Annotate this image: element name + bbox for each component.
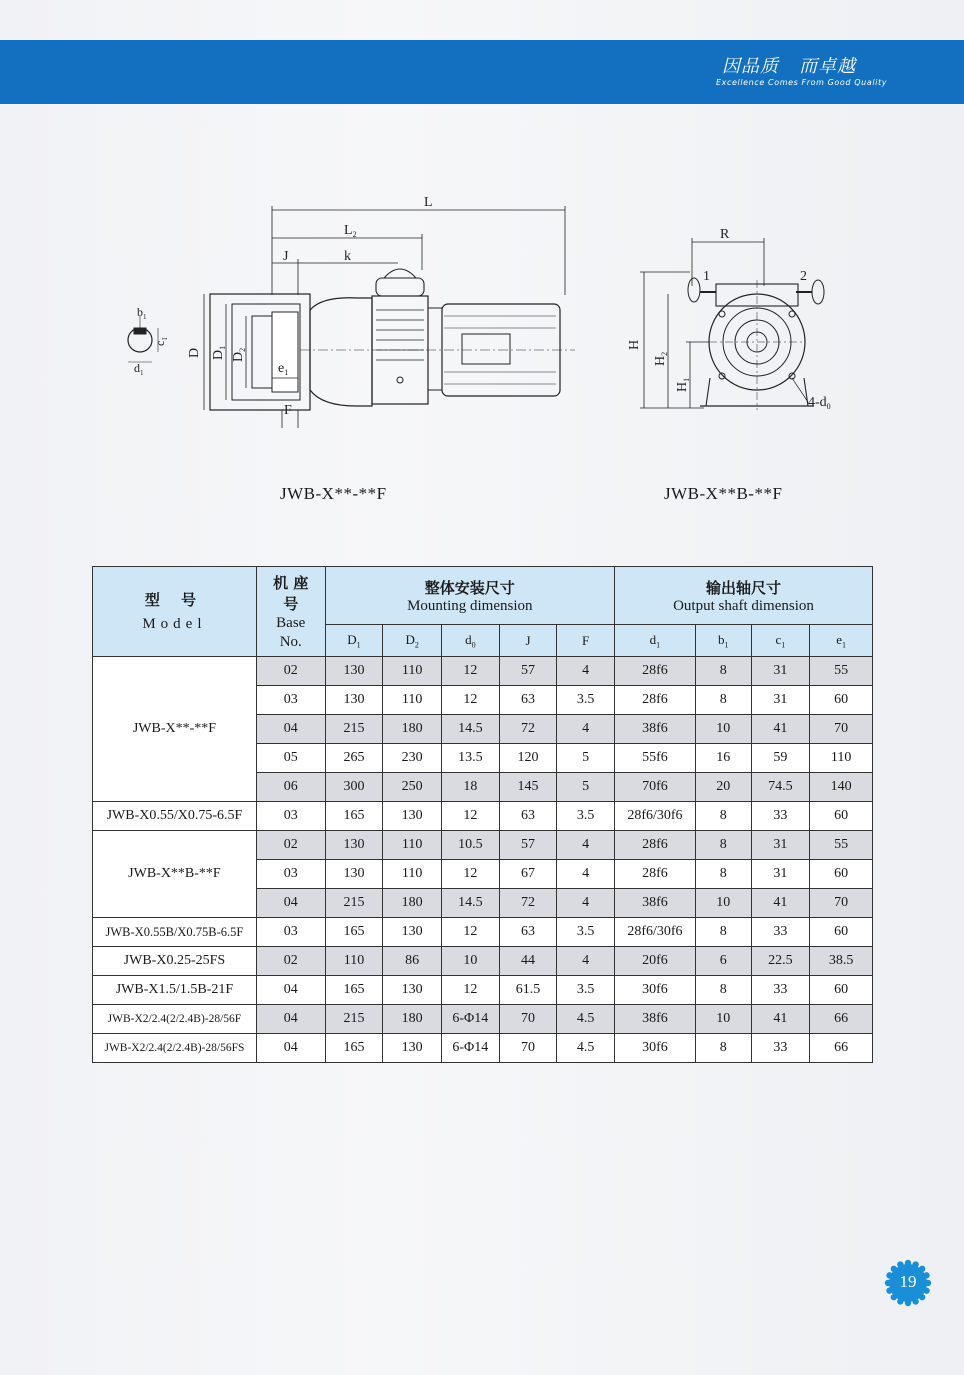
- value-cell: 57: [499, 831, 557, 860]
- value-cell: 250: [383, 773, 442, 802]
- header-model: 型 号 Model: [93, 567, 257, 657]
- dim-H2: H: [653, 355, 668, 366]
- value-cell: 57: [499, 657, 557, 686]
- value-cell: 10: [695, 889, 751, 918]
- dim-D: D: [187, 347, 202, 358]
- value-cell: 63: [499, 686, 557, 715]
- value-cell: 4: [557, 889, 615, 918]
- value-cell: 8: [695, 976, 751, 1005]
- value-cell: 6: [695, 947, 751, 976]
- value-cell: 28f6: [614, 860, 695, 889]
- value-cell: 31: [751, 860, 810, 889]
- value-cell: 165: [325, 918, 383, 947]
- base-no-cell: 04: [256, 715, 325, 744]
- value-cell: 22.5: [751, 947, 810, 976]
- column-header: $d_1$: [614, 625, 695, 657]
- value-cell: 12: [441, 657, 499, 686]
- value-cell: 70: [499, 1034, 557, 1063]
- dim-d1: d: [134, 361, 140, 375]
- value-cell: 230: [383, 744, 442, 773]
- svg-text:H2: $H_2$: [653, 351, 669, 366]
- dim-H: H: [627, 339, 642, 350]
- value-cell: 60: [810, 918, 873, 947]
- value-cell: 4: [557, 715, 615, 744]
- value-cell: 10: [441, 947, 499, 976]
- value-cell: 180: [383, 889, 442, 918]
- value-cell: 60: [810, 686, 873, 715]
- value-cell: 8: [695, 918, 751, 947]
- dim-L2: L: [344, 223, 353, 238]
- slogan-english: Excellence Comes From Good Quality: [716, 78, 888, 87]
- callout-1: 1: [703, 269, 710, 284]
- value-cell: 110: [810, 744, 873, 773]
- value-cell: 300: [325, 773, 383, 802]
- value-cell: 3.5: [557, 686, 615, 715]
- value-cell: 66: [810, 1005, 873, 1034]
- model-cell: JWB-X0.55/X0.75-6.5F: [93, 802, 257, 831]
- value-cell: 130: [325, 686, 383, 715]
- page-number: 19: [899, 1272, 917, 1291]
- value-cell: 110: [383, 686, 442, 715]
- model-cell: JWB-X1.5/1.5B-21F: [93, 976, 257, 1005]
- table-row: [93, 802, 873, 831]
- dimension-table: [92, 566, 873, 1063]
- dim-e1: e: [278, 361, 285, 376]
- value-cell: 28f6: [614, 657, 695, 686]
- value-cell: 130: [383, 1034, 442, 1063]
- value-cell: 130: [383, 918, 442, 947]
- model-cell: JWB-X0.25-25FS: [93, 947, 257, 976]
- value-cell: 70f6: [614, 773, 695, 802]
- value-cell: 33: [751, 802, 810, 831]
- value-cell: 41: [751, 889, 810, 918]
- value-cell: 4: [557, 860, 615, 889]
- column-header: $D_2$: [383, 625, 442, 657]
- value-cell: 31: [751, 657, 810, 686]
- front-view-drawing: [128, 195, 575, 428]
- value-cell: 44: [499, 947, 557, 976]
- base-no-cell: 03: [256, 802, 325, 831]
- value-cell: 10.5: [441, 831, 499, 860]
- value-cell: 130: [383, 976, 442, 1005]
- model-cell: JWB-X**B-**F: [93, 831, 257, 918]
- base-no-cell: 03: [256, 686, 325, 715]
- table-row: [93, 1034, 873, 1063]
- column-header: $b_1$: [695, 625, 751, 657]
- dim-F: F: [284, 403, 292, 418]
- value-cell: 38f6: [614, 715, 695, 744]
- value-cell: 215: [325, 889, 383, 918]
- value-cell: 8: [695, 686, 751, 715]
- value-cell: 4: [557, 947, 615, 976]
- value-cell: 4: [557, 657, 615, 686]
- value-cell: 12: [441, 802, 499, 831]
- value-cell: 55f6: [614, 744, 695, 773]
- base-no-cell: 04: [256, 1005, 325, 1034]
- value-cell: 8: [695, 1034, 751, 1063]
- svg-text:4-d0: $4-d_0$: [808, 395, 831, 411]
- value-cell: 3.5: [557, 802, 615, 831]
- column-header: $c_1$: [751, 625, 810, 657]
- value-cell: 12: [441, 976, 499, 1005]
- value-cell: 4: [557, 831, 615, 860]
- svg-text:c1: $c_1$: [153, 337, 169, 346]
- value-cell: 70: [810, 715, 873, 744]
- value-cell: 31: [751, 686, 810, 715]
- svg-text:H1: $H_1$: [675, 377, 691, 392]
- value-cell: 74.5: [751, 773, 810, 802]
- value-cell: 130: [325, 657, 383, 686]
- value-cell: 66: [810, 1034, 873, 1063]
- value-cell: 110: [383, 831, 442, 860]
- svg-text:d1: $d_1$: [134, 361, 144, 377]
- value-cell: 38.5: [810, 947, 873, 976]
- value-cell: 28f6: [614, 831, 695, 860]
- figure-caption-left: JWB-X**-**F: [280, 484, 387, 503]
- value-cell: 120: [499, 744, 557, 773]
- table-row: [93, 657, 873, 686]
- value-cell: 3.5: [557, 918, 615, 947]
- value-cell: 31: [751, 831, 810, 860]
- value-cell: 8: [695, 657, 751, 686]
- value-cell: 28f6/30f6: [614, 918, 695, 947]
- value-cell: 70: [499, 1005, 557, 1034]
- value-cell: 14.5: [441, 889, 499, 918]
- value-cell: 59: [751, 744, 810, 773]
- value-cell: 165: [325, 976, 383, 1005]
- svg-text:b1: $b_1$: [137, 305, 147, 321]
- value-cell: 215: [325, 1005, 383, 1034]
- header-mounting-dimension: 整体安装尺寸 Mounting dimension: [325, 567, 614, 625]
- column-header: J: [499, 625, 557, 657]
- table-row: [93, 918, 873, 947]
- value-cell: 13.5: [441, 744, 499, 773]
- value-cell: 20f6: [614, 947, 695, 976]
- base-no-cell: 03: [256, 860, 325, 889]
- value-cell: 28f6: [614, 686, 695, 715]
- value-cell: 4.5: [557, 1034, 615, 1063]
- value-cell: 33: [751, 1034, 810, 1063]
- svg-text:D1: $D_1$: [211, 345, 227, 360]
- base-no-cell: 05: [256, 744, 325, 773]
- column-header: $D_1$: [325, 625, 383, 657]
- value-cell: 8: [695, 831, 751, 860]
- table-row: [93, 947, 873, 976]
- value-cell: 215: [325, 715, 383, 744]
- value-cell: 41: [751, 715, 810, 744]
- dim-d0: 4-d: [808, 395, 827, 410]
- value-cell: 55: [810, 657, 873, 686]
- value-cell: 55: [810, 831, 873, 860]
- value-cell: 110: [383, 860, 442, 889]
- base-no-cell: 04: [256, 889, 325, 918]
- column-header: F: [557, 625, 615, 657]
- value-cell: 180: [383, 1005, 442, 1034]
- value-cell: 38f6: [614, 1005, 695, 1034]
- base-no-cell: 02: [256, 947, 325, 976]
- value-cell: 72: [499, 715, 557, 744]
- table-row: [93, 831, 873, 860]
- side-view-drawing: [627, 227, 831, 411]
- value-cell: 18: [441, 773, 499, 802]
- value-cell: 130: [325, 860, 383, 889]
- value-cell: 4.5: [557, 1005, 615, 1034]
- value-cell: 67: [499, 860, 557, 889]
- value-cell: 6-Φ14: [441, 1034, 499, 1063]
- slogan-chinese: 因品质 而卓越: [722, 56, 857, 77]
- value-cell: 33: [751, 976, 810, 1005]
- value-cell: 130: [325, 831, 383, 860]
- value-cell: 30f6: [614, 976, 695, 1005]
- value-cell: 265: [325, 744, 383, 773]
- value-cell: 5: [557, 744, 615, 773]
- value-cell: 70: [810, 889, 873, 918]
- base-no-cell: 02: [256, 831, 325, 860]
- callout-2: 2: [800, 269, 807, 284]
- value-cell: 20: [695, 773, 751, 802]
- value-cell: 86: [383, 947, 442, 976]
- dim-D1: D: [211, 349, 226, 360]
- value-cell: 130: [383, 802, 442, 831]
- value-cell: 14.5: [441, 715, 499, 744]
- base-no-cell: 04: [256, 1034, 325, 1063]
- value-cell: 61.5: [499, 976, 557, 1005]
- base-no-cell: 03: [256, 918, 325, 947]
- value-cell: 16: [695, 744, 751, 773]
- value-cell: 12: [441, 686, 499, 715]
- value-cell: 60: [810, 860, 873, 889]
- base-no-cell: 06: [256, 773, 325, 802]
- model-cell: JWB-X2/2.4(2/2.4B)-28/56F: [93, 1005, 257, 1034]
- value-cell: 8: [695, 802, 751, 831]
- model-cell: JWB-X**-**F: [93, 657, 257, 802]
- value-cell: 145: [499, 773, 557, 802]
- value-cell: 110: [325, 947, 383, 976]
- table-row: [93, 976, 873, 1005]
- value-cell: 110: [383, 657, 442, 686]
- svg-text:L2: $L_2$: [344, 223, 357, 239]
- dim-J: J: [283, 249, 289, 264]
- value-cell: 10: [695, 715, 751, 744]
- value-cell: 30f6: [614, 1034, 695, 1063]
- value-cell: 180: [383, 715, 442, 744]
- dim-k: k: [344, 249, 351, 264]
- value-cell: 60: [810, 976, 873, 1005]
- value-cell: 165: [325, 802, 383, 831]
- value-cell: 12: [441, 918, 499, 947]
- figure-caption-right: JWB-X**B-**F: [664, 484, 783, 503]
- value-cell: 140: [810, 773, 873, 802]
- value-cell: 63: [499, 802, 557, 831]
- value-cell: 5: [557, 773, 615, 802]
- value-cell: 28f6/30f6: [614, 802, 695, 831]
- value-cell: 12: [441, 860, 499, 889]
- value-cell: 63: [499, 918, 557, 947]
- base-no-cell: 02: [256, 657, 325, 686]
- value-cell: 38f6: [614, 889, 695, 918]
- value-cell: 6-Φ14: [441, 1005, 499, 1034]
- value-cell: 33: [751, 918, 810, 947]
- base-no-cell: 04: [256, 976, 325, 1005]
- value-cell: 60: [810, 802, 873, 831]
- column-header: $e_1$: [810, 625, 873, 657]
- header-base-no: 机 座 号 Base No.: [256, 567, 325, 657]
- value-cell: 72: [499, 889, 557, 918]
- dim-R: R: [720, 227, 730, 242]
- dim-H1: H: [675, 381, 690, 392]
- technical-drawing: [0, 110, 964, 450]
- dim-c1: c: [153, 340, 167, 346]
- model-cell: JWB-X2/2.4(2/2.4B)-28/56FS: [93, 1034, 257, 1063]
- svg-text:D2: $D_2$: [231, 347, 247, 362]
- value-cell: 10: [695, 1005, 751, 1034]
- header-output-shaft-dimension: 输出轴尺寸 Output shaft dimension: [614, 567, 872, 625]
- svg-text:e1: $e_1$: [278, 361, 289, 377]
- dim-b1: b: [137, 305, 143, 319]
- value-cell: 165: [325, 1034, 383, 1063]
- table-row: [93, 1005, 873, 1034]
- value-cell: 8: [695, 860, 751, 889]
- dim-L: L: [424, 195, 433, 210]
- value-cell: 41: [751, 1005, 810, 1034]
- value-cell: 3.5: [557, 976, 615, 1005]
- column-header: $d_0$: [441, 625, 499, 657]
- dim-D2: D: [231, 351, 246, 362]
- model-cell: JWB-X0.55B/X0.75B-6.5F: [93, 918, 257, 947]
